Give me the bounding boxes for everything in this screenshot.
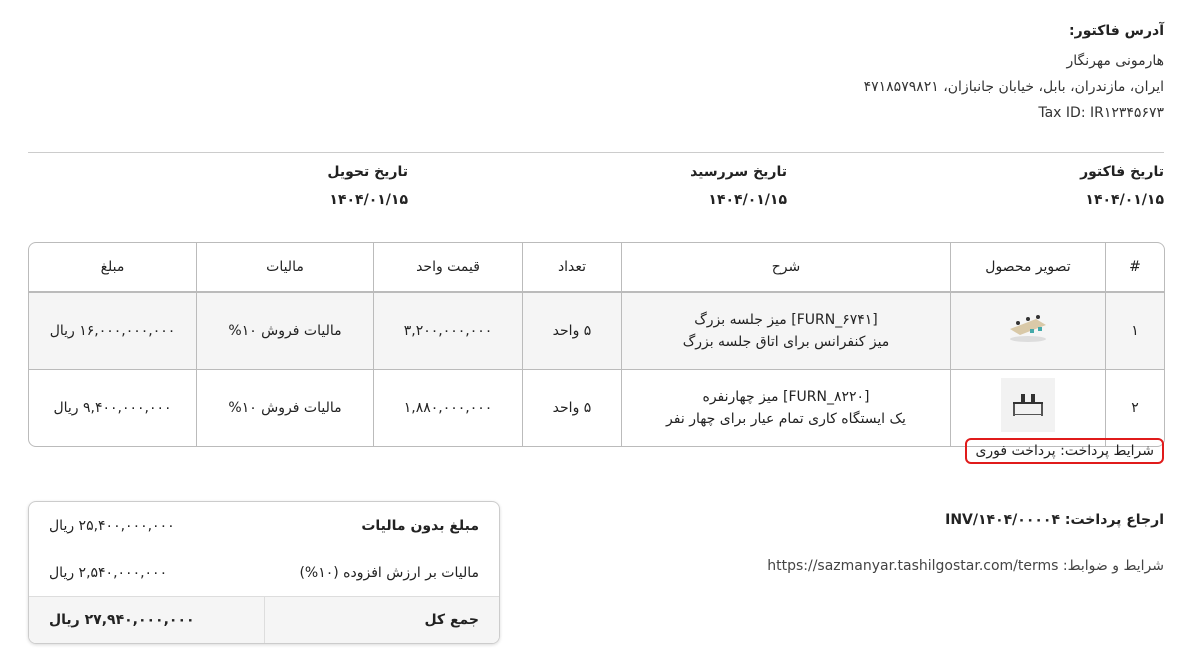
reference-label: ارجاع پرداخت:	[1060, 512, 1164, 528]
invoice-date	[1080, 158, 1164, 214]
row-description	[621, 369, 950, 446]
col-unit-price: قیمت واحد	[373, 243, 522, 293]
delivery-date-value: ۱۴۰۴/۰۱/۱۵	[329, 192, 408, 208]
due-date-label: تاریخ سررسید	[690, 164, 787, 180]
delivery-date	[327, 158, 408, 214]
col-amount: مبلغ	[29, 243, 196, 293]
product-title: [FURN_۶۷۴۱] میز جلسه بزرگ	[694, 312, 878, 328]
invoice-lines-table	[28, 242, 1165, 447]
total-row	[29, 596, 499, 643]
vat-label: مالیات بر ارزش افزوده (۱۰%)	[299, 564, 479, 581]
row-quantity: ۵ واحد	[522, 369, 621, 446]
address-title: آدرس فاکتور:	[1069, 23, 1164, 39]
address-line: ایران، مازندران، بابل، خیابان جانبازان، ۴۷۱۸۵۷۹۸۲۱	[863, 79, 1164, 95]
total-label: جمع کل	[264, 597, 500, 643]
row-unit-price: ۱,۸۸۰,۰۰۰,۰۰۰	[373, 369, 522, 446]
untaxed-label: مبلغ بدون مالیات	[361, 517, 479, 534]
row-tax: مالیات فروش ۱۰%	[196, 293, 373, 369]
vat-amount: ۲,۵۴۰,۰۰۰,۰۰۰ ریال	[49, 564, 168, 581]
payment-terms: شرایط پرداخت: پرداخت فوری	[965, 438, 1164, 464]
product-description: میز کنفرانس برای اتاق جلسه بزرگ	[682, 334, 890, 350]
divider	[28, 152, 1164, 153]
delivery-date-label: تاریخ تحویل	[327, 164, 408, 180]
row-amount: ۹,۴۰۰,۰۰۰,۰۰۰ ریال	[29, 369, 196, 446]
col-image: تصویر محصول	[950, 243, 1105, 293]
four-person-desk-image	[950, 369, 1105, 446]
col-tax: مالیات	[196, 243, 373, 293]
invoice-date-label: تاریخ فاکتور	[1080, 164, 1164, 180]
row-unit-price: ۳,۲۰۰,۰۰۰,۰۰۰	[373, 293, 522, 369]
row-number: ۲	[1105, 369, 1164, 446]
payment-reference	[945, 512, 1164, 528]
row-description	[621, 293, 950, 369]
table-row	[29, 293, 1164, 369]
vat-row	[29, 549, 499, 596]
billing-address	[864, 18, 1164, 126]
row-tax: مالیات فروش ۱۰%	[196, 369, 373, 446]
row-number: ۱	[1105, 293, 1164, 369]
untaxed-amount: ۲۵,۴۰۰,۰۰۰,۰۰۰ ریال	[49, 517, 175, 534]
customer-name: هارمونی مهرنگار	[1066, 53, 1164, 69]
product-title: [FURN_۸۲۲۰] میز چهارنفره	[702, 389, 870, 405]
terms-link[interactable]: https://sazmanyar.tashilgostar.com/terms	[767, 558, 1059, 574]
terms-label: شرایط و ضوابط:	[1058, 558, 1164, 574]
total-amount: ۲۷,۹۴۰,۰۰۰,۰۰۰ ریال	[49, 612, 195, 628]
terms-and-conditions	[767, 558, 1164, 574]
col-description: شرح	[621, 243, 950, 293]
tax-id: Tax ID: IR۱۲۳۴۵۶۷۳	[1038, 105, 1164, 121]
invoice-date-value: ۱۴۰۴/۰۱/۱۵	[1085, 192, 1164, 208]
row-amount: ۱۶,۰۰۰,۰۰۰,۰۰۰ ریال	[29, 293, 196, 369]
untaxed-row	[29, 502, 499, 549]
col-number: #	[1105, 243, 1164, 293]
due-date-value: ۱۴۰۴/۰۱/۱۵	[708, 192, 787, 208]
totals-summary	[28, 501, 500, 644]
col-quantity: تعداد	[522, 243, 621, 293]
due-date	[690, 158, 787, 214]
reference-value: INV/۱۴۰۴/۰۰۰۰۴	[945, 512, 1061, 528]
product-description: یک ایستگاه کاری تمام عیار برای چهار نفر	[666, 411, 906, 427]
conference-table-image	[950, 293, 1105, 369]
row-quantity: ۵ واحد	[522, 293, 621, 369]
table-row	[29, 369, 1164, 446]
